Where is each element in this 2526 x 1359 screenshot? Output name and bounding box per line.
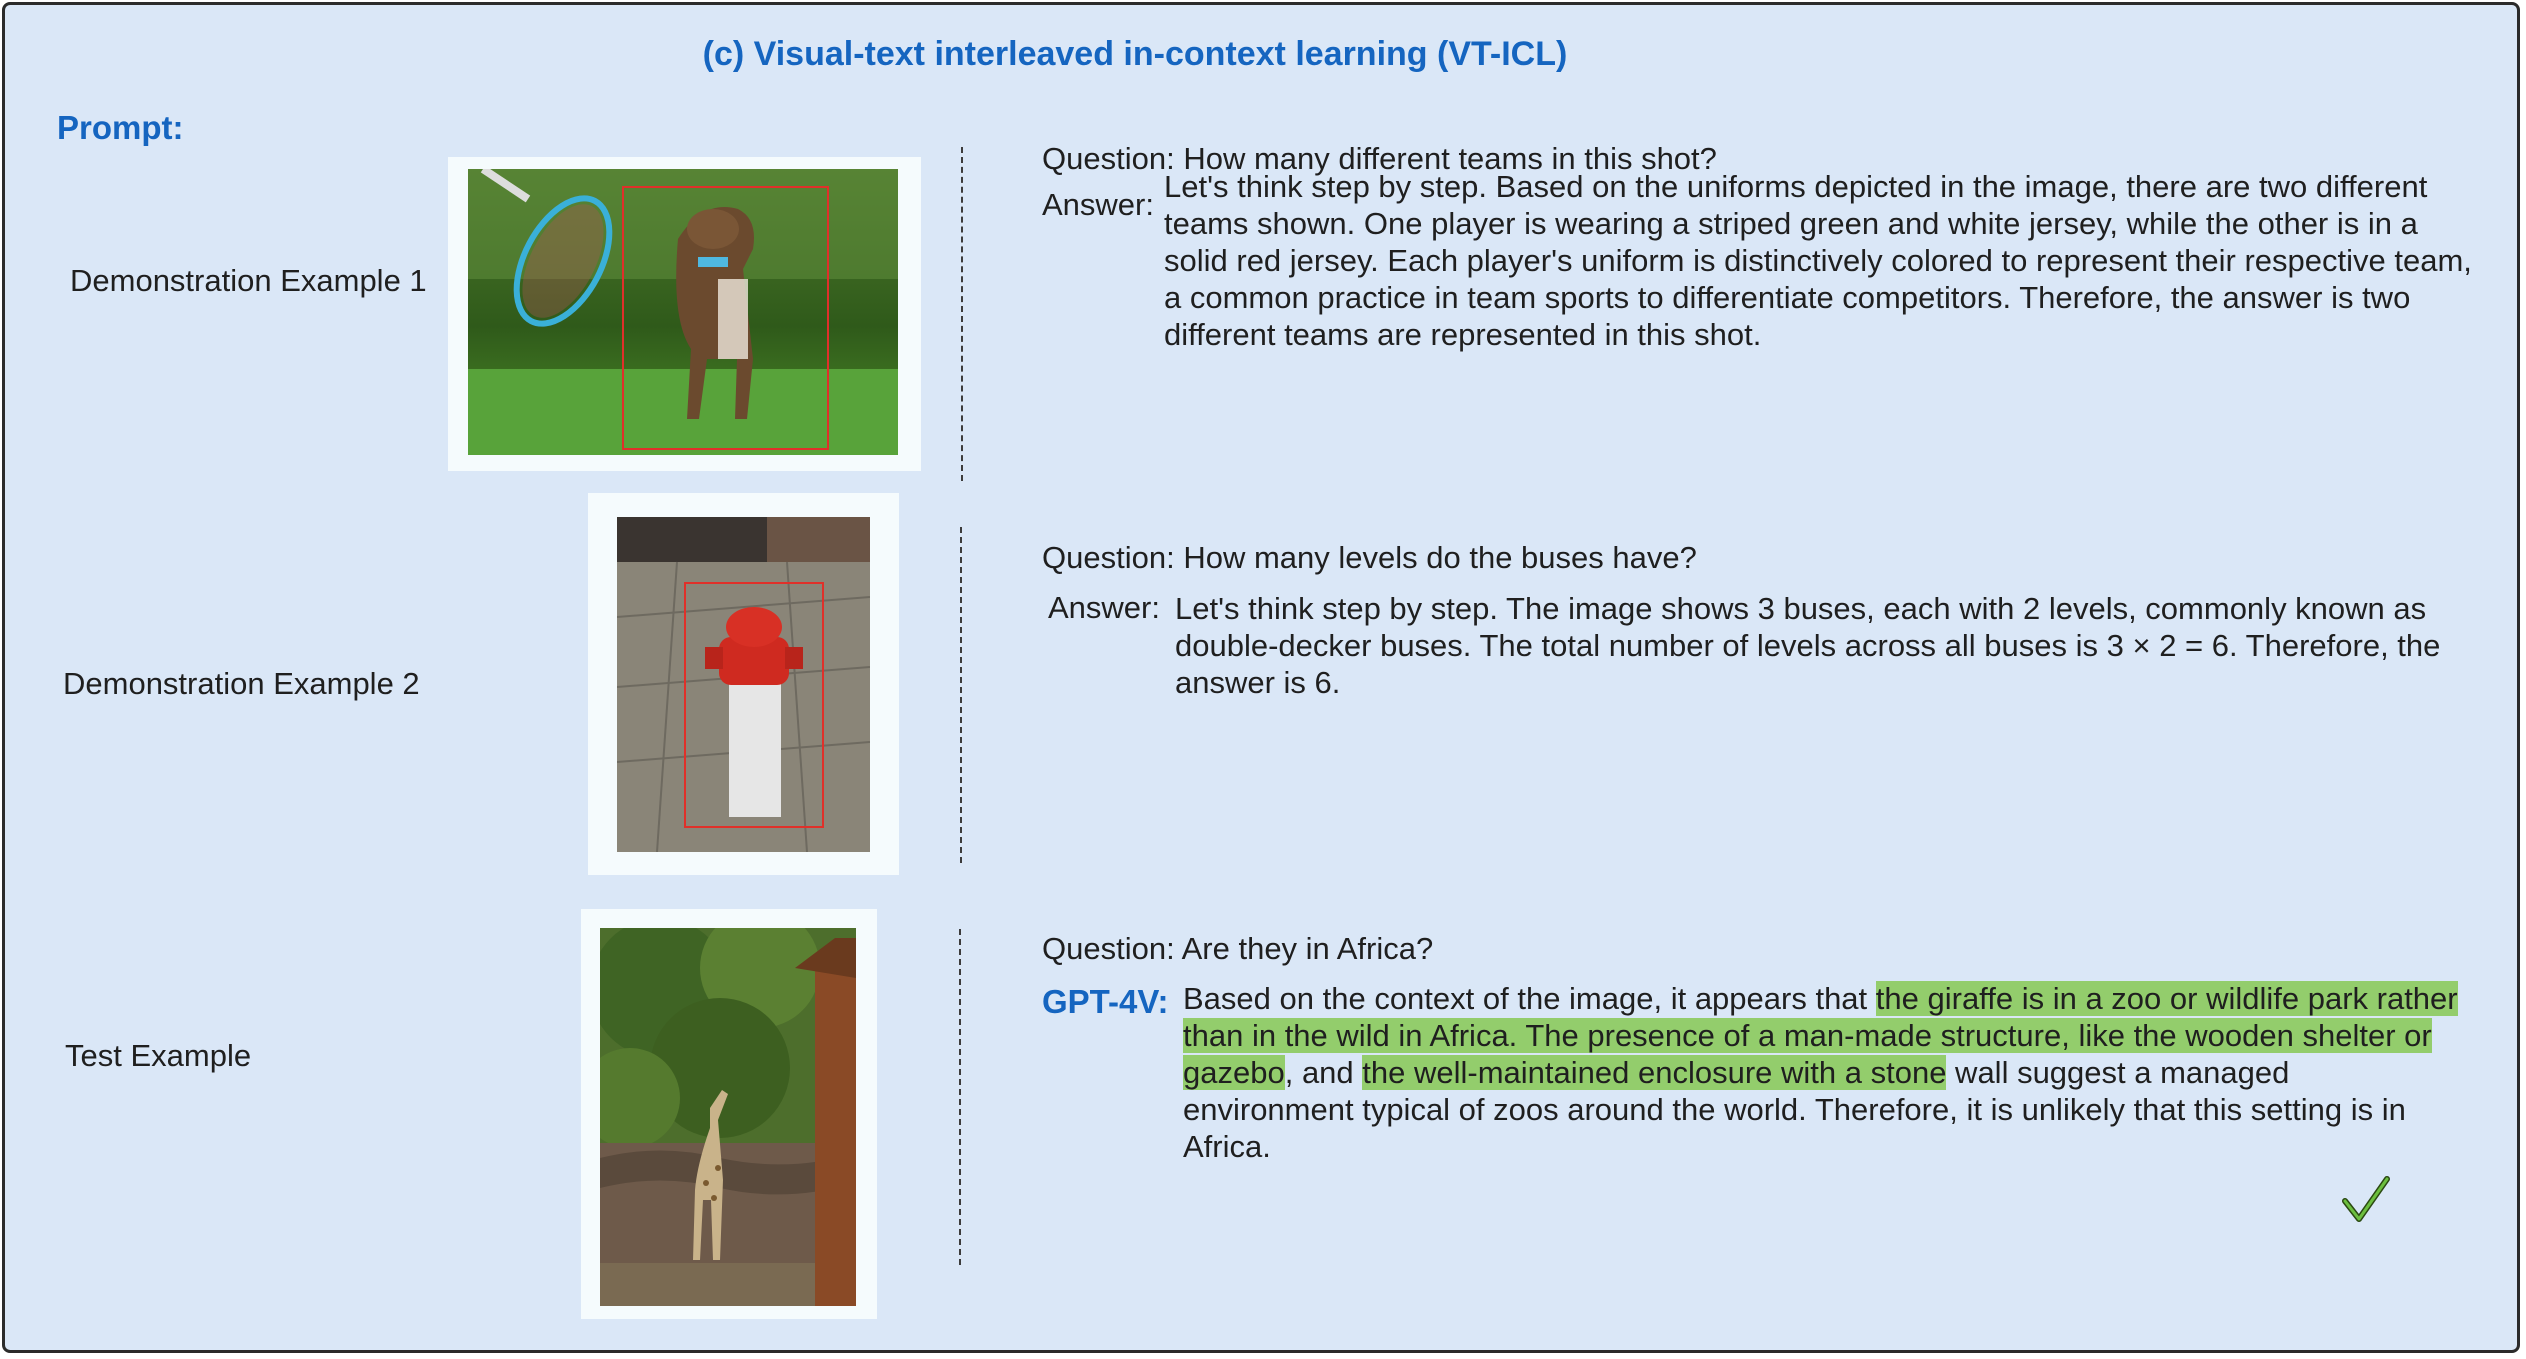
test-example-image-frame — [581, 909, 877, 1319]
answer-segment: Based on the context of the image, it appears that — [1183, 981, 1876, 1016]
gpt-4v-label: GPT-4V: — [1042, 983, 1169, 1020]
answer-segment: , and — [1284, 1055, 1363, 1090]
panel-title: (c) Visual-text interleaved in-context learning (VT-ICL) — [702, 35, 1568, 73]
question-prefix: Question: — [1042, 141, 1175, 176]
gpt-4v-answer-text — [1183, 980, 2468, 1165]
checkmark-icon — [2341, 1175, 2391, 1223]
highlighted-answer-segment: the giraffe is in a zoo or wildlife park rather than in the wild in Africa. The presence of a man-made structure, like the wooden shelter or gazebo — [1183, 981, 2458, 1090]
test-example-divider — [959, 929, 961, 1265]
dog-with-tennis-racket-photo — [468, 169, 898, 455]
question-text: How many different teams in this shot? — [1183, 141, 1717, 176]
giraffe-in-zoo-photo — [600, 928, 856, 1306]
test-example-label: Test Example — [65, 1038, 252, 1073]
vt-icl-panel — [2, 2, 2520, 1353]
question-prefix: Question: — [1042, 931, 1175, 966]
question-text: Are they in Africa? — [1181, 931, 1434, 966]
example-1-image-frame — [448, 157, 921, 471]
example-1-divider — [961, 147, 963, 481]
example-2-divider — [960, 527, 962, 863]
example-2-label: Demonstration Example 2 — [63, 666, 420, 701]
example-1-label: Demonstration Example 1 — [70, 263, 427, 298]
example-2-answer-text: Let's think step by step. The image shows 3 buses, each with 2 levels, commonly known as double-decker buses. The total number of levels across all buses is 3 × 2 = 6. Therefore, the answer is 6. — [1175, 591, 2441, 700]
prompt-label: Prompt: — [57, 109, 184, 146]
fire-hydrant-photo — [617, 517, 870, 852]
test-example-question — [1042, 931, 1433, 967]
answer-label: Answer: — [1048, 590, 1160, 625]
answer-segment: wall suggest a managed environment typical of zoos around the world. Therefore, it is unlikely that this setting is in Africa. — [1183, 1055, 2406, 1164]
example-2-question — [1042, 540, 1697, 576]
example-1-answer-text: Let's think step by step. Based on the uniforms depicted in the image, there are two different teams shown. One player is wearing a striped green and white jersey, while the other is in a solid red jersey. Each player's uniform is distinctively colored to represent their respective team, a common practice in team sports to differentiate competitors. Therefore, the answer is two different teams are represented in this shot. — [1164, 169, 2472, 352]
highlighted-answer-segment: the well-maintained enclosure with a stone — [1362, 1055, 1947, 1090]
example-2-image-frame — [588, 493, 899, 875]
question-prefix: Question: — [1042, 540, 1175, 575]
question-text: How many levels do the buses have? — [1183, 540, 1697, 575]
answer-label: Answer: — [1042, 187, 1154, 222]
